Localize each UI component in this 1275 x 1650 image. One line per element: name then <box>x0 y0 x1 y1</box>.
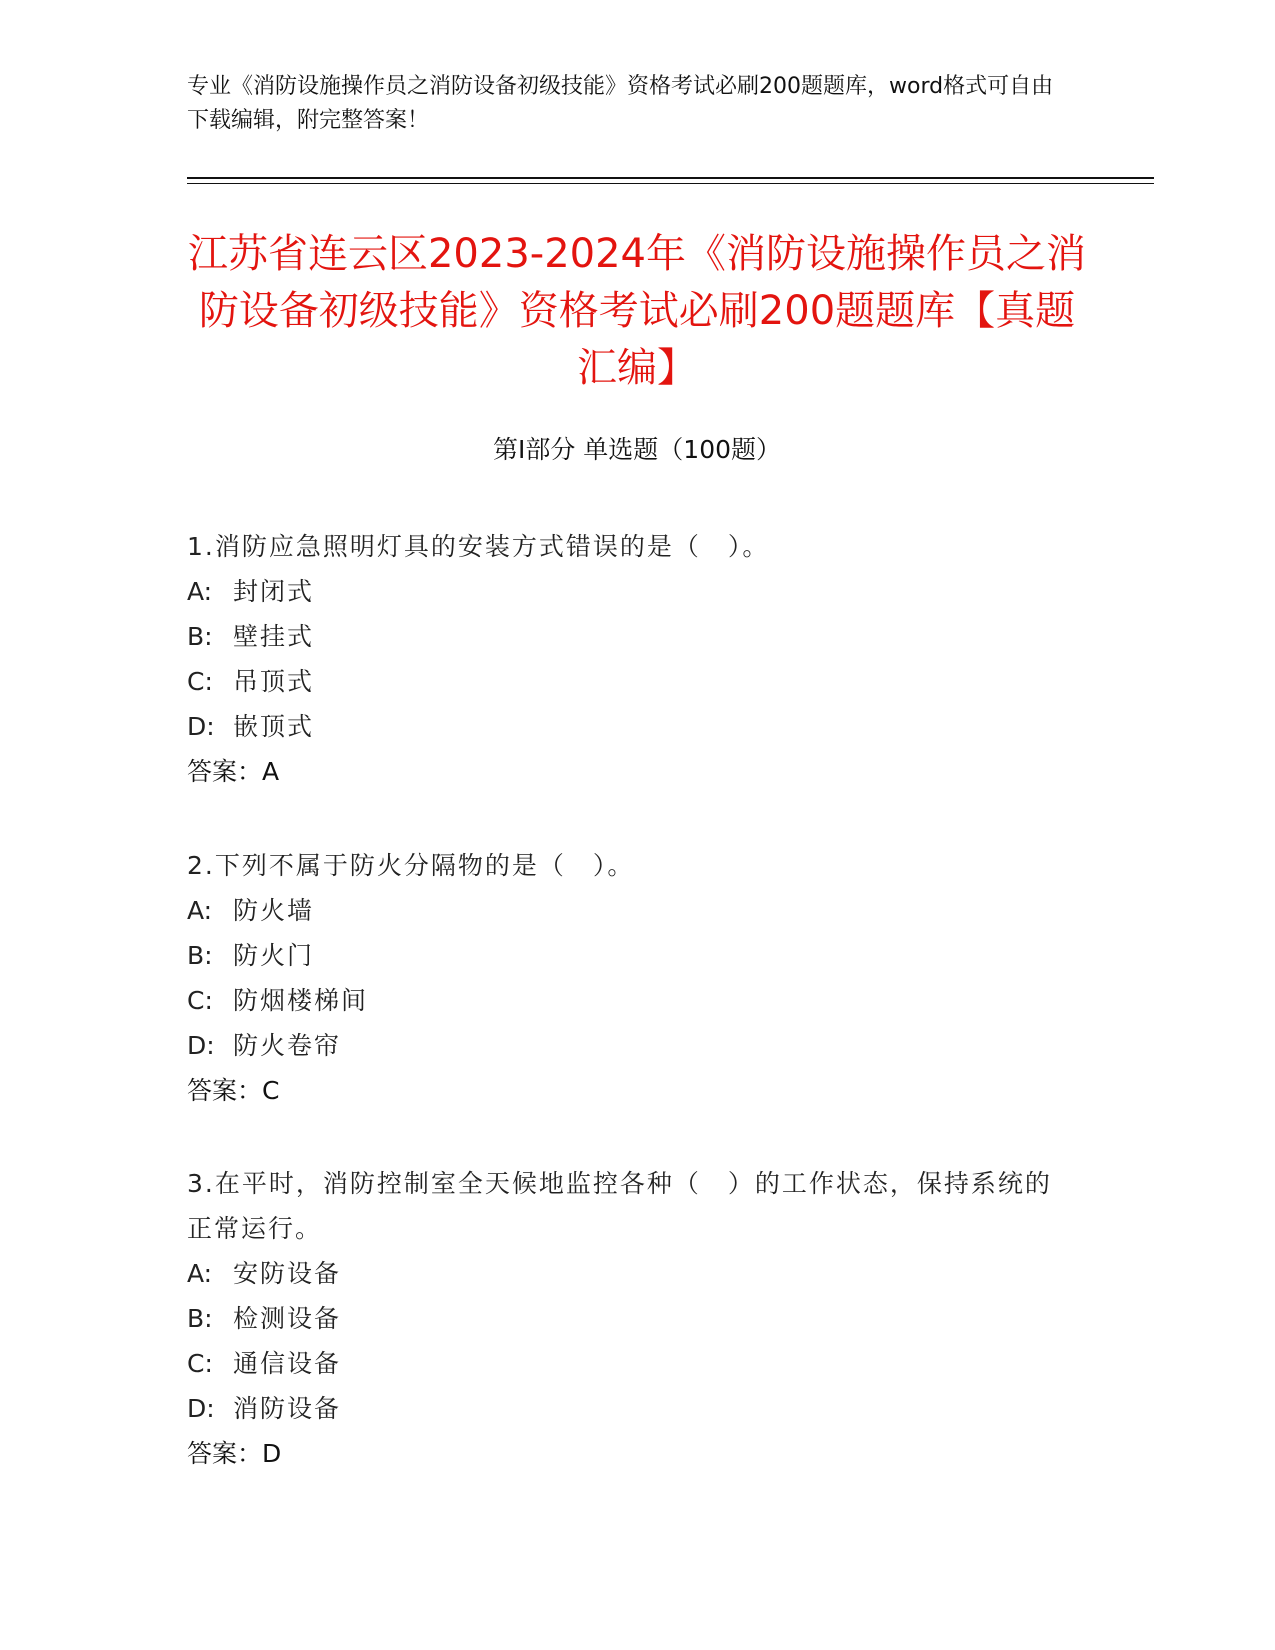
option-b <box>187 614 1067 659</box>
option-a <box>187 1251 1067 1296</box>
section-title: 第Ⅰ部分 单选题（100题） <box>492 435 782 464</box>
option-letter: D: <box>187 712 215 741</box>
question-3 <box>187 1161 1067 1476</box>
option-letter: A: <box>187 1259 213 1288</box>
option-letter: B: <box>187 622 213 651</box>
option-letter: C: <box>187 986 213 1015</box>
option-letter: C: <box>187 667 213 696</box>
option-c <box>187 1341 1067 1386</box>
option-letter: A: <box>187 896 213 925</box>
option-d <box>187 1023 1067 1068</box>
answer-line: 答案：D <box>187 1439 282 1468</box>
question-1 <box>187 524 1067 794</box>
option-letter: B: <box>187 1304 213 1333</box>
option-text: 防火墙 <box>233 896 315 925</box>
question-stem: 2.下列不属于防火分隔物的是（ ）。 <box>187 851 635 880</box>
option-letter: B: <box>187 941 213 970</box>
option-letter: D: <box>187 1031 215 1060</box>
option-b <box>187 933 1067 978</box>
option-text: 封闭式 <box>233 577 315 606</box>
header-rule-thin <box>187 183 1154 184</box>
option-text: 检测设备 <box>233 1304 342 1333</box>
option-text: 安防设备 <box>233 1259 342 1288</box>
option-text: 消防设备 <box>233 1394 342 1423</box>
option-c <box>187 978 1067 1023</box>
option-text: 嵌顶式 <box>233 712 315 741</box>
option-letter: A: <box>187 577 213 606</box>
option-letter: D: <box>187 1394 215 1423</box>
question-2 <box>187 843 1067 1113</box>
question-stem: 3.在平时，消防控制室全天候地监控各种（ ）的工作状态，保持系统的正常运行。 <box>187 1169 1052 1243</box>
option-text: 防烟楼梯间 <box>233 986 369 1015</box>
option-text: 防火卷帘 <box>233 1031 342 1060</box>
option-d <box>187 704 1067 749</box>
option-text: 吊顶式 <box>233 667 315 696</box>
option-text: 防火门 <box>233 941 315 970</box>
option-b <box>187 1296 1067 1341</box>
answer-line: 答案：C <box>187 1076 280 1105</box>
option-a <box>187 569 1067 614</box>
document-title: 江苏省连云区2023-2024年《消防设施操作员之消防设备初级技能》资格考试必刷200题题库【真题汇编】 <box>187 231 1087 391</box>
option-a <box>187 888 1067 933</box>
option-d <box>187 1386 1067 1431</box>
question-stem: 1.消防应急照明灯具的安装方式错误的是（ ）。 <box>187 532 770 561</box>
option-c <box>187 659 1067 704</box>
option-letter: C: <box>187 1349 213 1378</box>
header-note: 专业《消防设施操作员之消防设备初级技能》资格考试必刷200题题库，word格式可自由下载编辑，附完整答案！ <box>187 74 1054 133</box>
option-text: 壁挂式 <box>233 622 315 651</box>
option-text: 通信设备 <box>233 1349 342 1378</box>
answer-line: 答案：A <box>187 757 280 786</box>
header-rule-thick <box>187 177 1154 179</box>
